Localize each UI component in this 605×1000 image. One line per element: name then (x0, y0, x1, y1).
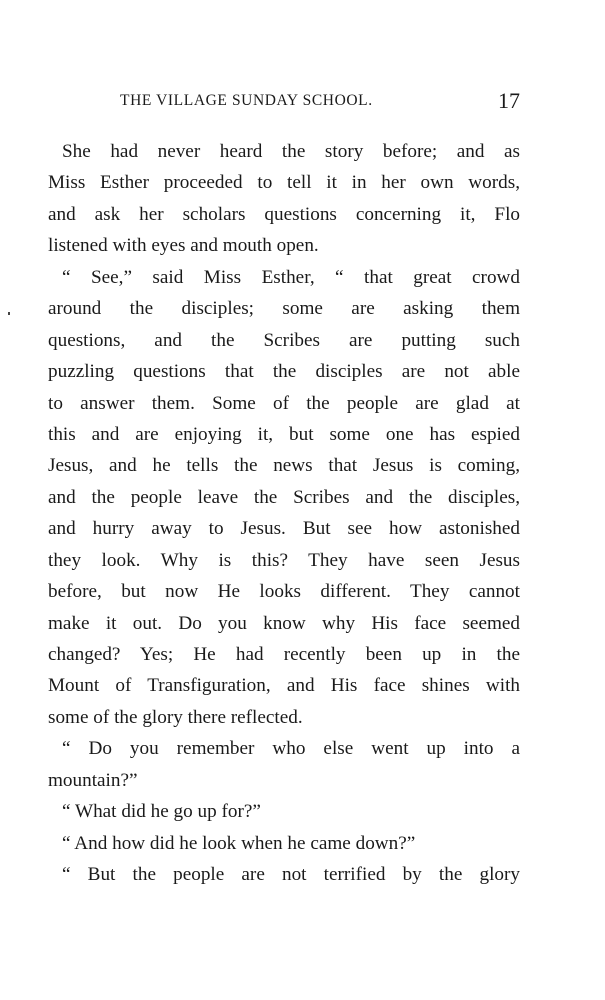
text-line: mountain?” (48, 769, 138, 791)
text-line: Miss Esther proceeded to tell it in her own words, (48, 172, 520, 194)
text-line: some of the glory there reflected. (48, 706, 303, 728)
text-line: questions, and the Scribes are putting such (48, 329, 520, 351)
text-line: this and are enjoying it, but some one has espied (48, 423, 520, 445)
text-line: “ What did he go up for?” (62, 801, 261, 823)
text-line: Jesus, and he tells the news that Jesus is coming, (48, 455, 520, 477)
text-line: listened with eyes and mouth open. (48, 235, 319, 257)
text-line: and the people leave the Scribes and the disciples, (48, 486, 520, 508)
text-line: make it out. Do you know why His face seemed (48, 612, 520, 634)
text-line: changed? Yes; He had recently been up in the (48, 644, 520, 665)
margin-mark (8, 312, 10, 315)
running-head (48, 88, 520, 116)
text-line: and hurry away to Jesus. But see how astonished (48, 518, 520, 540)
text-line: puzzling questions that the disciples are not able (48, 361, 520, 383)
text-line: Mount of Transfiguration, and His face shines with (48, 675, 520, 697)
text-line: “ But the people are not terrified by the glory (62, 864, 520, 886)
text-line: around the disciples; some are asking them (48, 298, 520, 320)
text-line: and ask her scholars questions concerning it, Flo (48, 203, 520, 225)
running-head-title: THE VILLAGE SUNDAY SCHOOL. (120, 92, 373, 109)
text-line: “ Do you remember who else went up into a (62, 738, 520, 760)
text-line: before, but now He looks different. They cannot (48, 581, 520, 603)
text-line: “ See,” said Miss Esther, “ that great crowd (62, 266, 520, 288)
text-line: to answer them. Some of the people are glad at (48, 392, 520, 414)
page-number: 17 (498, 88, 520, 113)
body-text (48, 136, 520, 891)
text-line: “ And how did he look when he came down?” (62, 832, 416, 854)
text-line: She had never heard the story before; and as (62, 141, 520, 162)
text-line: they look. Why is this? They have seen Jesus (48, 549, 520, 571)
